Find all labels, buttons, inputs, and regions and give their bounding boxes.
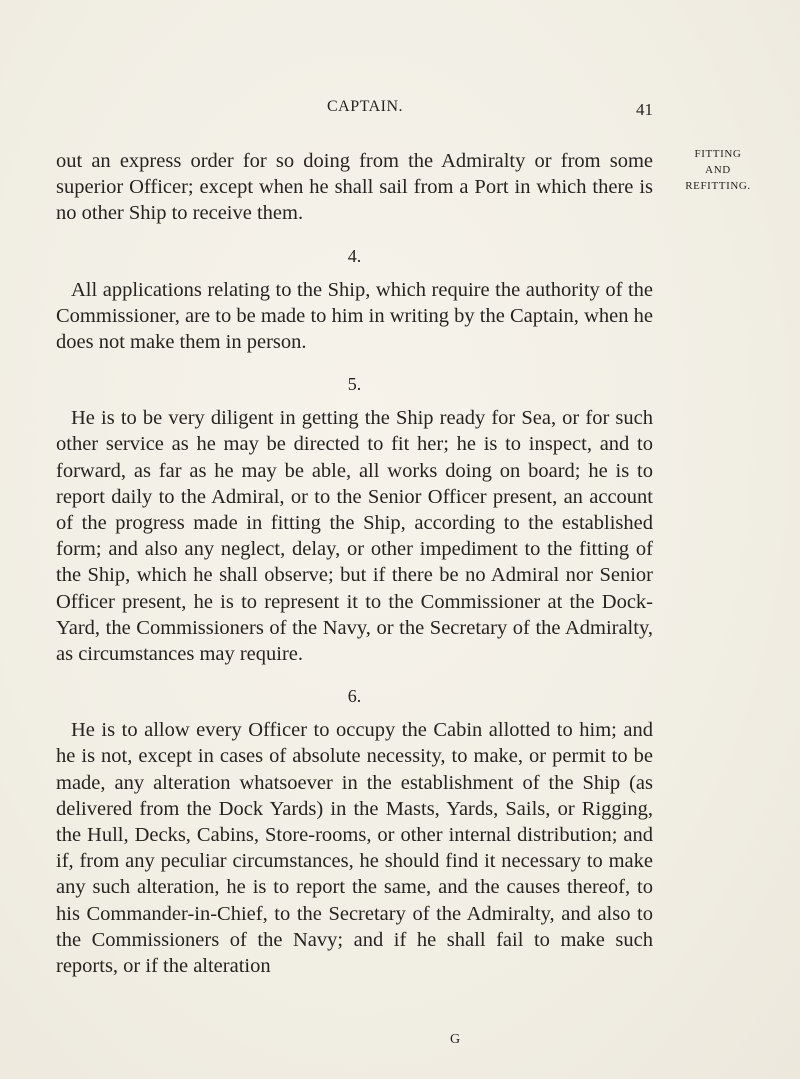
- body-text: [56, 148, 653, 979]
- section-number: 5.: [347, 374, 362, 395]
- margin-note-line: FITTING: [694, 148, 742, 160]
- margin-note-line: REFITTING.: [685, 180, 751, 192]
- running-title: CAPTAIN.: [327, 98, 404, 115]
- signature-mark: G: [450, 1032, 461, 1047]
- section-paragraph: He is to be very diligent in getting the Ship ready for Sea, or for such other service as he may be directed to fit her; he is to inspect, and to forward, as far as he may be able, all works doing on board; he is to report daily to the Admiral, or to the Senior Officer present, an account of the progress made in fitting the Ship, according to the established form; and also any neglect, delay, or other impediment to the fitting of the Ship, which he shall observe; but if there be no Admiral nor Senior Officer present, he is to represent it to the Commissioner at the Dock-Yard, the Commissioners of the Navy, or the Secretary of the Admiralty, as circumstances may require.: [56, 407, 653, 666]
- section-paragraph: All applications relating to the Ship, which require the authority of the Commissioner, are to be made to him in writing by the Captain, when he does not make them in person.: [56, 278, 653, 354]
- section-paragraph: He is to allow every Officer to occupy the Cabin allotted to him; and he is not, except in cases of absolute necessity, to make, or permit to be made, any alteration whatsoever in the establishment of the Ship (as delivered from the Dock Yards) in the Masts, Yards, Sails, or Rigging, the Hull, Decks, Cabins, Store-rooms, or other internal distribution; and if, from any peculiar circumstances, he should find it necessary to make any such alteration, he is to report the same, and the causes thereof, to his Commander-in-Chief, to the Secretary of the Admiralty, and also to the Commissioners of the Navy; and if he shall fail to make such reports, or if the alteration: [56, 719, 653, 978]
- page-number: 41: [636, 100, 653, 119]
- margin-note-line: AND: [705, 164, 731, 176]
- continuation-paragraph: out an express order for so doing from the Admiralty or from some superior Officer; except when he shall sail from a Port in which there is no other Ship to receive them.: [56, 150, 653, 225]
- margin-note: [673, 146, 763, 194]
- section-number: 4.: [347, 245, 362, 266]
- section-number: 6.: [347, 686, 362, 707]
